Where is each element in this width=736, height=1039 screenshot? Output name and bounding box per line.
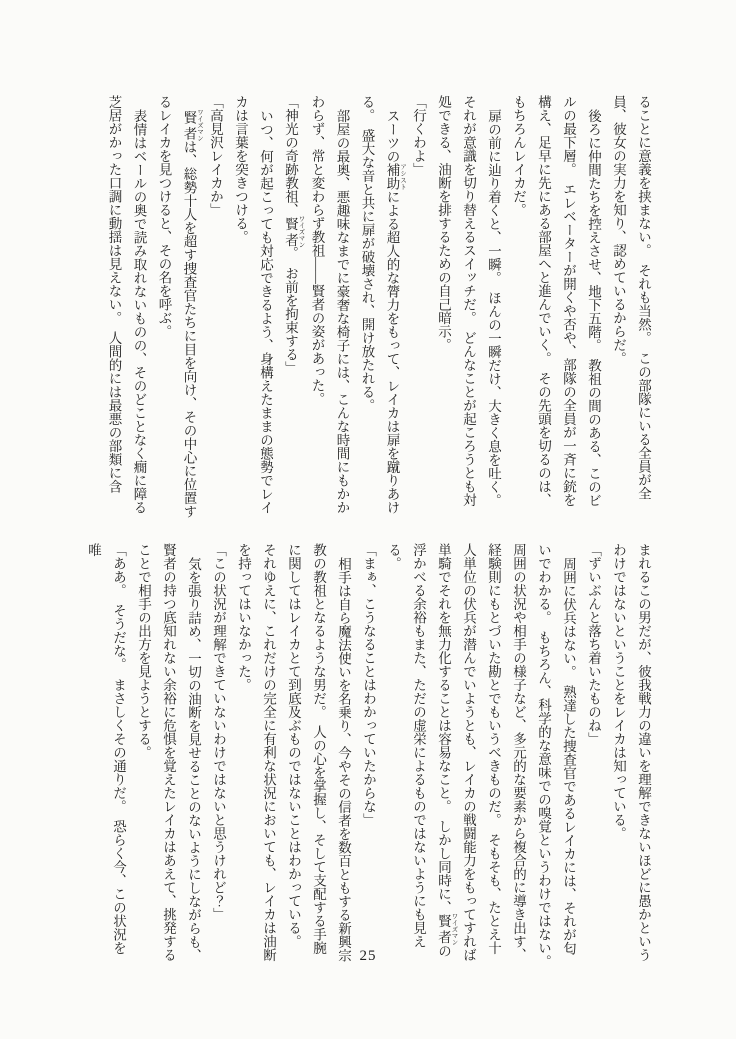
paragraph: 気を張り詰め、一切の油断を見せることのないようにしながらも、賢者の持つ底知れない余裕に危惧を覚えたレイカはあえて、挑発することで相手の出方を見ようとする。	[136, 543, 201, 962]
upper-text-block	[102, 95, 657, 518]
page-number: 25	[359, 948, 377, 964]
paragraph: 「神光の奇跡教祖、賢者 ワイズマン。 お前を拘束する」	[283, 95, 305, 375]
paragraph: 「この状況が理解できていないわけではないと思うけれど？」	[211, 543, 226, 921]
paragraph: いつ、何が起こっても対応できるよう、身構えたままの態勢でレイカは言葉を突きつける。	[233, 95, 273, 514]
paragraph: 「ああ。 そうだな。 まさしくその通りだ。 恐らく今、この状況を唯	[86, 543, 126, 955]
paragraph: まれるこの男だが、彼我戦力の違いを理解できないほどに愚かというわけではないということをレイカは知っている。	[611, 543, 651, 962]
paragraph: 部屋の最奥、悪趣味なまでに豪奢な椅子には、こんな時間にもかかわらず、常と変わらず教祖――賢者の姿があった。	[309, 95, 350, 514]
paragraph: ることに意義を挟まない。 それも当然。 この部隊にいる全員が全員、彼女の実力を知り、認めているからだ。	[611, 95, 651, 500]
paragraph: 周囲に伏兵はない。 熟達した捜査官であるレイカには、それが匂いでわかる。 もちろん、科学的な意味での嗅覚というわけではない。 周囲の状況や相手の様子など、多元的な要素から複合的に導き出す、経験則にもとづいた勘とでもいうべきものだ。 そもそも、たとえ十人単位の伏兵が潜んでいようとも、レイカの戦闘能力をもってすれば単騎でそれを無力化することは容易なこと。 しかし同時に、賢者 ワイズマンの浮かべる余裕もまた、ただの虚栄によるものではないようにも見える。	[386, 543, 576, 975]
paragraph: 「高見沢レイカか」	[208, 95, 223, 217]
lower-text-block	[81, 543, 656, 975]
ruby-annotated-word: 賢者 ワイズマン	[181, 108, 203, 141]
paragraph: 後ろに仲間たちを控えさせ、地下五階。 教祖の間のある、このビルの最下層。 エレベーターが開くや否や、部隊の全員が一斉に銃を構え、足早に先にある部屋へと進んでいく。 その先頭を切るのは、もちろんレイカだ。	[511, 95, 601, 507]
paragraph: スーツの補助 アシストによる超人的な膂力をもって、レイカは扉を蹴りあける。 盛大な音と共に扉が破壊され、開け放たれる。	[359, 95, 406, 514]
paragraph: 相手は自ら魔法使いを名乗り、今やその信者を数百ともする新興宗教の教祖となるような男だ。 人の心を掌握し、そして支配する手腕に関してはレイカとて到底及ぶものではないことはわかっている。 それゆえに、これだけの完全に有利な状況においても、レイカは油断を持ってはいなかった。	[236, 543, 351, 962]
paragraph: 扉の前に辿り着くと、一瞬。 ほんの一瞬だけ、大きく息を吐く。 それが意識を切り替えるスイッチだ。 どんなことが起ころうとも対処できる、油断を排するための自己暗示。	[436, 95, 501, 514]
paragraph: 賢者 ワイズマンは、総勢十人を超す捜査官たちに目を向け、その中心に位置するレイカを見つけると、その名を呼ぶ。	[156, 95, 203, 518]
paragraph: 「まぁ、こうなることはわかっていたからな」	[361, 543, 376, 827]
ruby-annotated-word: 賢者 ワイズマン	[436, 912, 458, 946]
paragraph: 「ずいぶんと落ち着いたものね」	[586, 543, 601, 746]
paragraph: 表情はベールの奥で読み取れないものの、そのどことなく癇に障る芝居がかった口調に動揺は見えない。 人間的には最悪の部類に含	[106, 95, 147, 514]
ruby-annotated-word: 賢者 ワイズマン	[283, 215, 305, 248]
ruby-annotated-word: 補助 アシスト	[384, 162, 406, 190]
paragraph: 「行くわよ」	[411, 95, 426, 176]
